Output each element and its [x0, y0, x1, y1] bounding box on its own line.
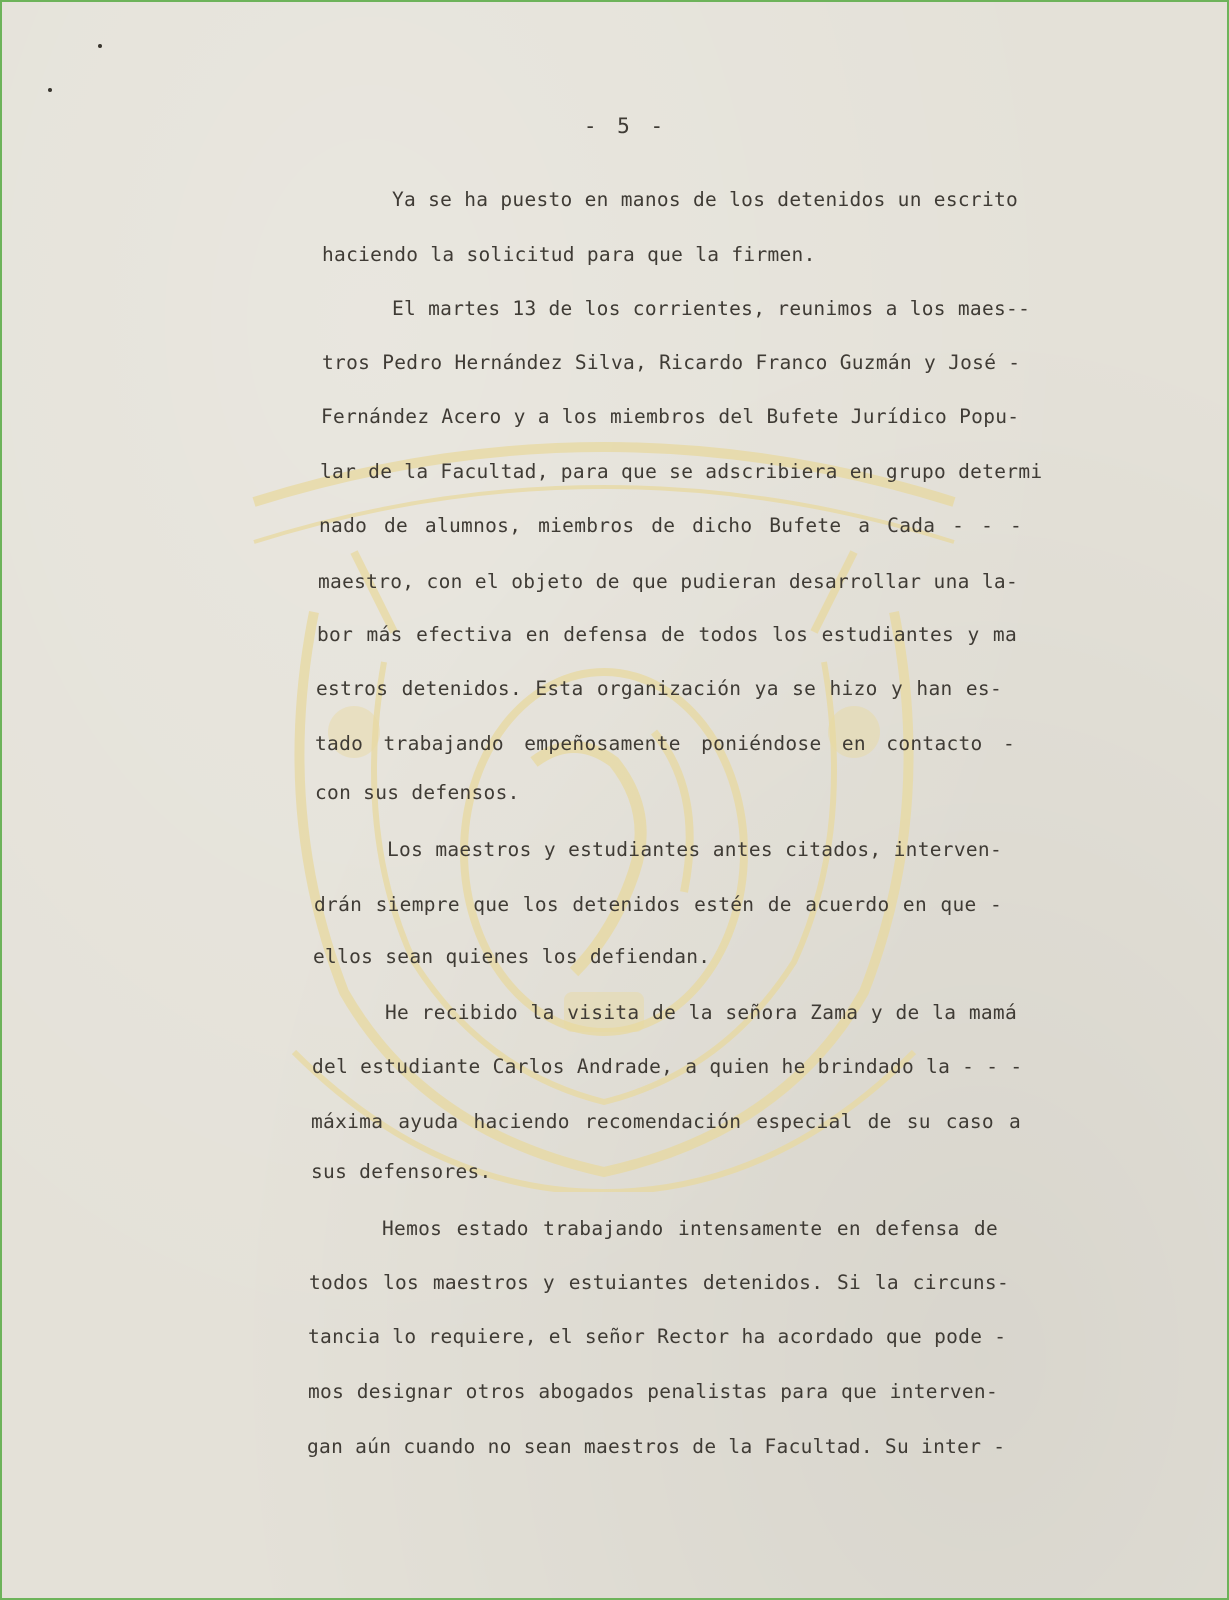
- ink-speck: [48, 88, 52, 92]
- text-line: sus defensores.: [311, 1160, 492, 1183]
- text-line: todos los maestros y estuiantes detenidos. Si la circuns-: [309, 1271, 1009, 1294]
- text-line: estros detenidos. Esta organización ya se hizo y han es-: [316, 677, 1002, 700]
- text-line: gan aún cuando no sean maestros de la Facultad. Su inter -: [307, 1435, 1006, 1458]
- text-line: lar de la Facultad, para que se adscribiera en grupo determi: [320, 460, 1043, 483]
- text-line: nado de alumnos, miembros de dicho Bufete a Cada - - -: [319, 514, 1022, 537]
- text-line: tado trabajando empeñosamente poniéndose en contacto -: [315, 732, 1015, 755]
- text-line: Hemos estado trabajando intensamente en defensa de: [382, 1217, 998, 1240]
- ink-speck: [98, 44, 102, 48]
- text-line: Los maestros y estudiantes antes citados, interven-: [387, 838, 1002, 861]
- text-line: Ya se ha puesto en manos de los detenidos un escrito: [392, 188, 1019, 211]
- page-number: - 5 -: [583, 114, 668, 138]
- text-line: del estudiante Carlos Andrade, a quien he brindado la - - -: [312, 1055, 1023, 1078]
- text-line: drán siempre que los detenidos estén de acuerdo en que -: [314, 893, 1002, 916]
- text-line: He recibido la visita de la señora Zama y de la mamá: [385, 1001, 1017, 1024]
- text-line: tancia lo requiere, el señor Rector ha acordado que pode -: [308, 1325, 1007, 1348]
- text-line: mos designar otros abogados penalistas para que interven-: [308, 1380, 998, 1403]
- text-line: Fernández Acero y a los miembros del Bufete Jurídico Popu-: [321, 405, 1020, 428]
- text-line: bor más efectiva en defensa de todos los estudiantes y ma: [317, 623, 1017, 646]
- text-line: maestro, con el objeto de que pudieran desarrollar una la-: [318, 570, 1018, 593]
- document-page: [2, 2, 1227, 1598]
- text-line: haciendo la solicitud para que la firmen.: [322, 243, 816, 266]
- text-line: con sus defensos.: [315, 781, 520, 804]
- text-line: ellos sean quienes los defiendan.: [313, 945, 711, 968]
- text-line: máxima ayuda haciendo recomendación especial de su caso a: [311, 1110, 1021, 1133]
- text-line: tros Pedro Hernández Silva, Ricardo Franco Guzmán y José -: [322, 351, 1021, 374]
- text-line: El martes 13 de los corrientes, reunimos a los maes--: [392, 297, 1031, 320]
